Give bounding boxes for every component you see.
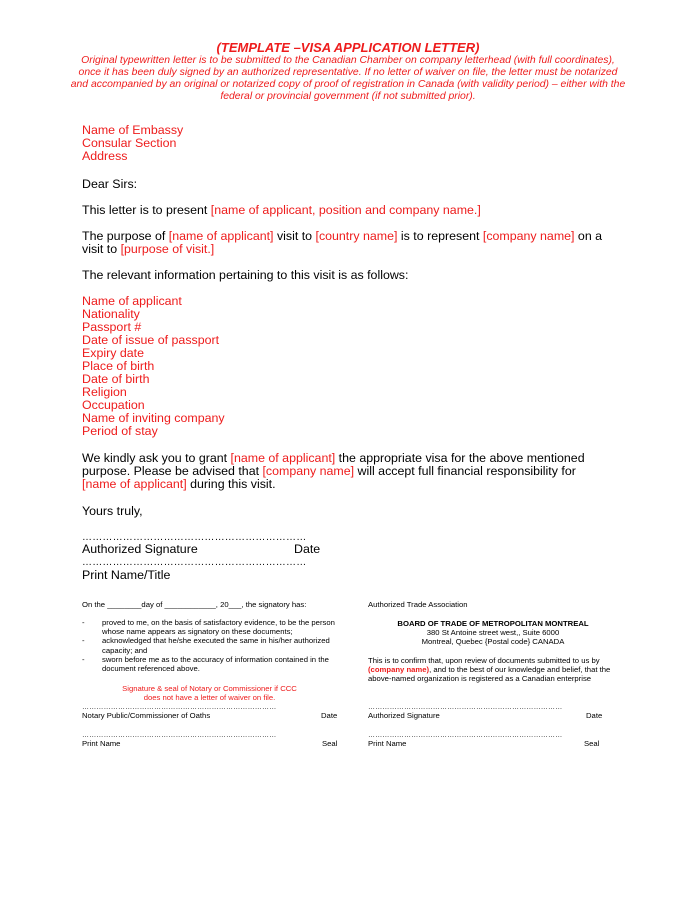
- placeholder-purpose: [purpose of visit.]: [120, 242, 215, 256]
- field-expiry-date: Expiry date: [82, 346, 144, 360]
- notary-bullet-list: [82, 618, 342, 673]
- paragraph-request: [82, 452, 602, 491]
- placeholder-company: [company name]: [262, 464, 355, 478]
- closing: Yours truly,: [82, 504, 143, 518]
- paragraph-text: This letter is to present: [82, 203, 211, 217]
- trade-authorized-signature-label: Authorized Signature: [368, 711, 440, 720]
- trade-association-heading: Authorized Trade Association: [368, 600, 468, 609]
- placeholder-applicant-name: [name of applicant]: [230, 451, 336, 465]
- field-inviting-company: Name of inviting company: [82, 411, 225, 425]
- notary-seal-label: Seal: [322, 739, 338, 748]
- notary-seal-note: Signature & seal of Notary or Commissioner if CCC does not have a letter of waiver on file.: [122, 684, 297, 703]
- trade-org-name: BOARD OF TRADE OF METROPOLITAN MONTREAL: [397, 619, 589, 628]
- recipient-section: Consular Section: [82, 136, 177, 150]
- salutation: Dear Sirs:: [82, 177, 138, 191]
- trade-print-name-label: Print Name: [368, 739, 407, 748]
- authorized-signature-label: Authorized Signature: [82, 542, 198, 556]
- template-instructions: Original typewritten letter is to be submitted to the Canadian Chamber on company letterhead (with full coordinates), once it has been duly signed by an authorized representative. If no letter of waiver on file, the letter must be notarized and accompanied by an original or notarized copy of proof of registration in Canada (with validity period) – either with the federal or provincial government (if not submitted prior).: [70, 55, 626, 102]
- trade-dotted-line: ………………………………………………………………………: [368, 704, 563, 711]
- field-date-of-birth: Date of birth: [82, 372, 150, 386]
- paragraph-text: visit to: [273, 229, 316, 243]
- confirmation-text: This is to confirm that, upon review of documents submitted to us by: [368, 656, 600, 665]
- field-place-of-birth: Place of birth: [82, 359, 155, 373]
- trade-address-line2: Montreal, Quebec {Postal code} CANADA: [421, 637, 565, 646]
- signature-date-label: Date: [294, 542, 321, 556]
- paragraph-purpose: [82, 230, 622, 256]
- notary-public-label: Notary Public/Commissioner of Oaths: [82, 711, 211, 720]
- placeholder-applicant-details: [name of applicant, position and company name.]: [210, 203, 481, 217]
- field-religion: Religion: [82, 385, 127, 399]
- field-nationality: Nationality: [82, 307, 140, 321]
- paragraph-text: We kindly ask you to grant: [82, 451, 231, 465]
- paragraph-text: during this visit.: [186, 477, 276, 491]
- field-period-of-stay: Period of stay: [82, 424, 158, 438]
- paragraph-text: will accept full financial responsibility for: [354, 464, 576, 478]
- trade-seal-label: Seal: [584, 739, 600, 748]
- field-occupation: Occupation: [82, 398, 145, 412]
- paragraph-present: [82, 204, 622, 217]
- trade-date-label: Date: [586, 711, 603, 720]
- placeholder-applicant-name: [name of applicant]: [82, 477, 187, 491]
- trade-address-line1: 380 St Antoine street west,, Suite 6000: [426, 628, 560, 637]
- notary-print-dotted-line: ………………………………………………………………………: [82, 732, 277, 739]
- field-passport-issue-date: Date of issue of passport: [82, 333, 220, 347]
- paragraph-info-intro: The relevant information pertaining to this visit is as follows:: [82, 268, 409, 282]
- signature-dotted-line: …………………………………………………………: [82, 533, 307, 543]
- paragraph-text: The purpose of: [82, 229, 169, 243]
- notary-bullet: - acknowledged that he/she executed the same in his/her authorized capacity; and: [82, 636, 342, 654]
- field-name-of-applicant: Name of applicant: [82, 294, 182, 308]
- notary-date-label: Date: [321, 711, 338, 720]
- trade-print-dotted-line: ………………………………………………………………………: [368, 732, 563, 739]
- notary-bullet: - sworn before me as to the accuracy of information contained in the document referenced above.: [82, 655, 342, 673]
- paragraph-text: is to represent: [397, 229, 483, 243]
- field-passport: Passport #: [82, 320, 142, 334]
- confirmation-text: , and to the best of our knowledge and belief, that the above-named organization is registered as a Canadian enterprise: [368, 665, 611, 684]
- recipient-embassy: Name of Embassy: [82, 123, 184, 137]
- paragraph-text: the appropriate visa for the above mentioned purpose. Please be advised that: [82, 451, 585, 478]
- placeholder-country: [country name]: [315, 229, 398, 243]
- print-name-dotted-line: …………………………………………………………: [82, 558, 307, 568]
- placeholder-company: [company name]: [482, 229, 575, 243]
- recipient-address: Address: [82, 149, 128, 163]
- notary-dotted-line: ………………………………………………………………………: [82, 704, 277, 711]
- notary-bullet: - proved to me, on the basis of satisfactory evidence, to be the person whose name appears as signatory on these documents;: [82, 618, 342, 636]
- notary-print-name-label: Print Name: [82, 739, 121, 748]
- trade-confirmation: [368, 656, 618, 684]
- template-title: (TEMPLATE –VISA APPLICATION LETTER): [216, 40, 480, 55]
- applicant-field-list: [82, 295, 622, 438]
- recipient-block: [82, 124, 622, 163]
- placeholder-company: (company name): [368, 665, 430, 675]
- notary-intro: On the ________day of ____________, 20___, the signatory has:: [82, 600, 307, 609]
- placeholder-applicant-name: [name of applicant]: [168, 229, 274, 243]
- print-name-title-label: Print Name/Title: [82, 568, 171, 582]
- paragraph-text: on a visit to: [82, 229, 603, 256]
